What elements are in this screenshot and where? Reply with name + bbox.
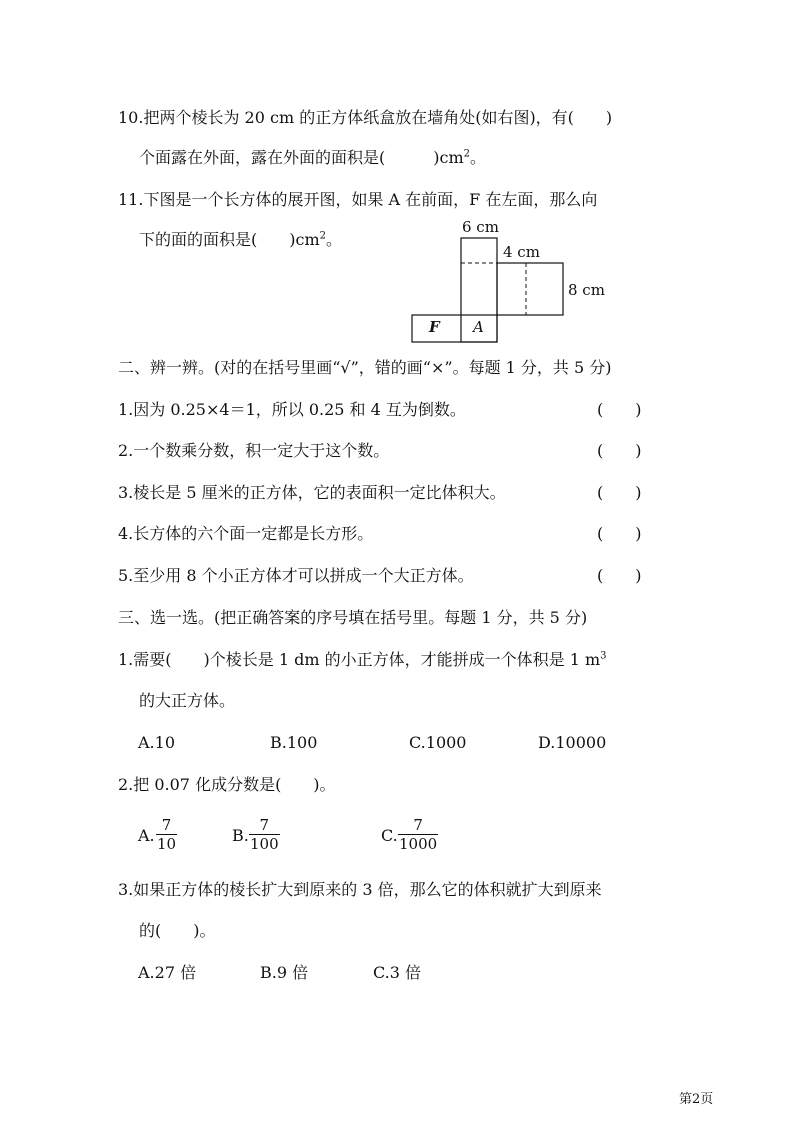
s3-q3-option-a[interactable]: A.27 倍 bbox=[138, 963, 197, 982]
q10-line2-text: 个面露在外面，露在外面的面积是( )cm bbox=[139, 148, 464, 167]
s2-answer-paren-2[interactable]: ( ) bbox=[597, 441, 642, 460]
s3-q3-line2: 的( )。 bbox=[139, 921, 216, 940]
q10-line1: 10.把两个棱长为 20 cm 的正方体纸盒放在墙角处(如右图)，有( ) bbox=[118, 108, 613, 127]
fraction-denominator: 10 bbox=[157, 835, 177, 853]
s3-q1-line1 bbox=[118, 650, 607, 670]
q11-line1: 11.下图是一个长方体的展开图，如果 A 在前面，F 在左面，那么向 bbox=[118, 190, 598, 209]
net-label-right: 8 cm bbox=[568, 281, 605, 299]
s2-answer-paren-1[interactable]: ( ) bbox=[597, 400, 642, 419]
s3-q2-option-b-letter[interactable]: B. bbox=[232, 826, 249, 845]
s2-item-5: 5.至少用 8 个小正方体才可以拼成一个大正方体。 bbox=[118, 566, 474, 585]
net-label-mid: 4 cm bbox=[503, 243, 540, 261]
s2-item-2: 2.一个数乘分数，积一定大于这个数。 bbox=[118, 441, 390, 460]
s3-q1-option-a[interactable]: A.10 bbox=[138, 733, 175, 752]
fraction-denominator: 100 bbox=[250, 835, 279, 853]
s3-q1-option-d[interactable]: D.10000 bbox=[538, 733, 607, 752]
page-number: 第2页 bbox=[679, 1092, 714, 1107]
net-right-panel bbox=[497, 263, 563, 315]
s3-q3-line1: 3.如果正方体的棱长扩大到原来的 3 倍，那么它的体积就扩大到原来 bbox=[118, 880, 602, 899]
net-label-a: A bbox=[473, 318, 484, 336]
net-bottom-strip bbox=[412, 315, 497, 342]
s2-answer-paren-5[interactable]: ( ) bbox=[597, 566, 642, 585]
fraction-numerator: 7 bbox=[259, 816, 270, 834]
section2-title: 二、辨一辨。(对的在括号里画“√”，错的画“×”。每题 1 分，共 5 分) bbox=[118, 358, 612, 377]
s3-q1-option-b[interactable]: B.100 bbox=[270, 733, 318, 752]
fraction-denominator: 1000 bbox=[399, 835, 438, 853]
q11-unit-sup: 2 bbox=[319, 230, 326, 242]
s3-q1-unit-sup: 3 bbox=[600, 650, 607, 662]
net-label-f: F bbox=[429, 318, 440, 336]
s3-q2-option-c-letter[interactable]: C. bbox=[381, 826, 398, 845]
s3-q3-option-b[interactable]: B.9 倍 bbox=[260, 963, 309, 982]
s2-item-4: 4.长方体的六个面一定都是长方形。 bbox=[118, 524, 374, 543]
s3-q2-option-a-letter[interactable]: A. bbox=[138, 826, 155, 845]
s3-q1-line2: 的大正方体。 bbox=[139, 691, 236, 710]
s3-q2-option-a-fraction bbox=[156, 816, 177, 853]
net-label-top: 6 cm bbox=[462, 218, 499, 236]
s2-answer-paren-3[interactable]: ( ) bbox=[597, 483, 642, 502]
q10-line2-end: 。 bbox=[470, 148, 487, 167]
s2-item-1: 1.因为 0.25×4＝1，所以 0.25 和 4 互为倒数。 bbox=[118, 400, 466, 419]
s3-q2-option-b-fraction bbox=[249, 816, 280, 853]
q10-unit-sup: 2 bbox=[463, 148, 470, 160]
q11-line2-text: 下的面的面积是( )cm bbox=[139, 230, 320, 249]
s3-q2-option-c-fraction bbox=[398, 816, 438, 853]
section3-title: 三、选一选。(把正确答案的序号填在括号里。每题 1 分，共 5 分) bbox=[118, 608, 588, 627]
s3-q2-line1: 2.把 0.07 化成分数是( )。 bbox=[118, 775, 336, 794]
s3-q3-option-c[interactable]: C.3 倍 bbox=[373, 963, 422, 982]
s2-item-3: 3.棱长是 5 厘米的正方体，它的表面积一定比体积大。 bbox=[118, 483, 506, 502]
s3-q1-line1-text: 1.需要( )个棱长是 1 dm 的小正方体，才能拼成一个体积是 1 m bbox=[118, 650, 601, 669]
fraction-numerator: 7 bbox=[413, 816, 423, 834]
q11-line2-end: 。 bbox=[326, 230, 343, 249]
s2-answer-paren-4[interactable]: ( ) bbox=[597, 524, 642, 543]
s3-q1-option-c[interactable]: C.1000 bbox=[409, 733, 467, 752]
fraction-numerator: 7 bbox=[161, 816, 172, 834]
